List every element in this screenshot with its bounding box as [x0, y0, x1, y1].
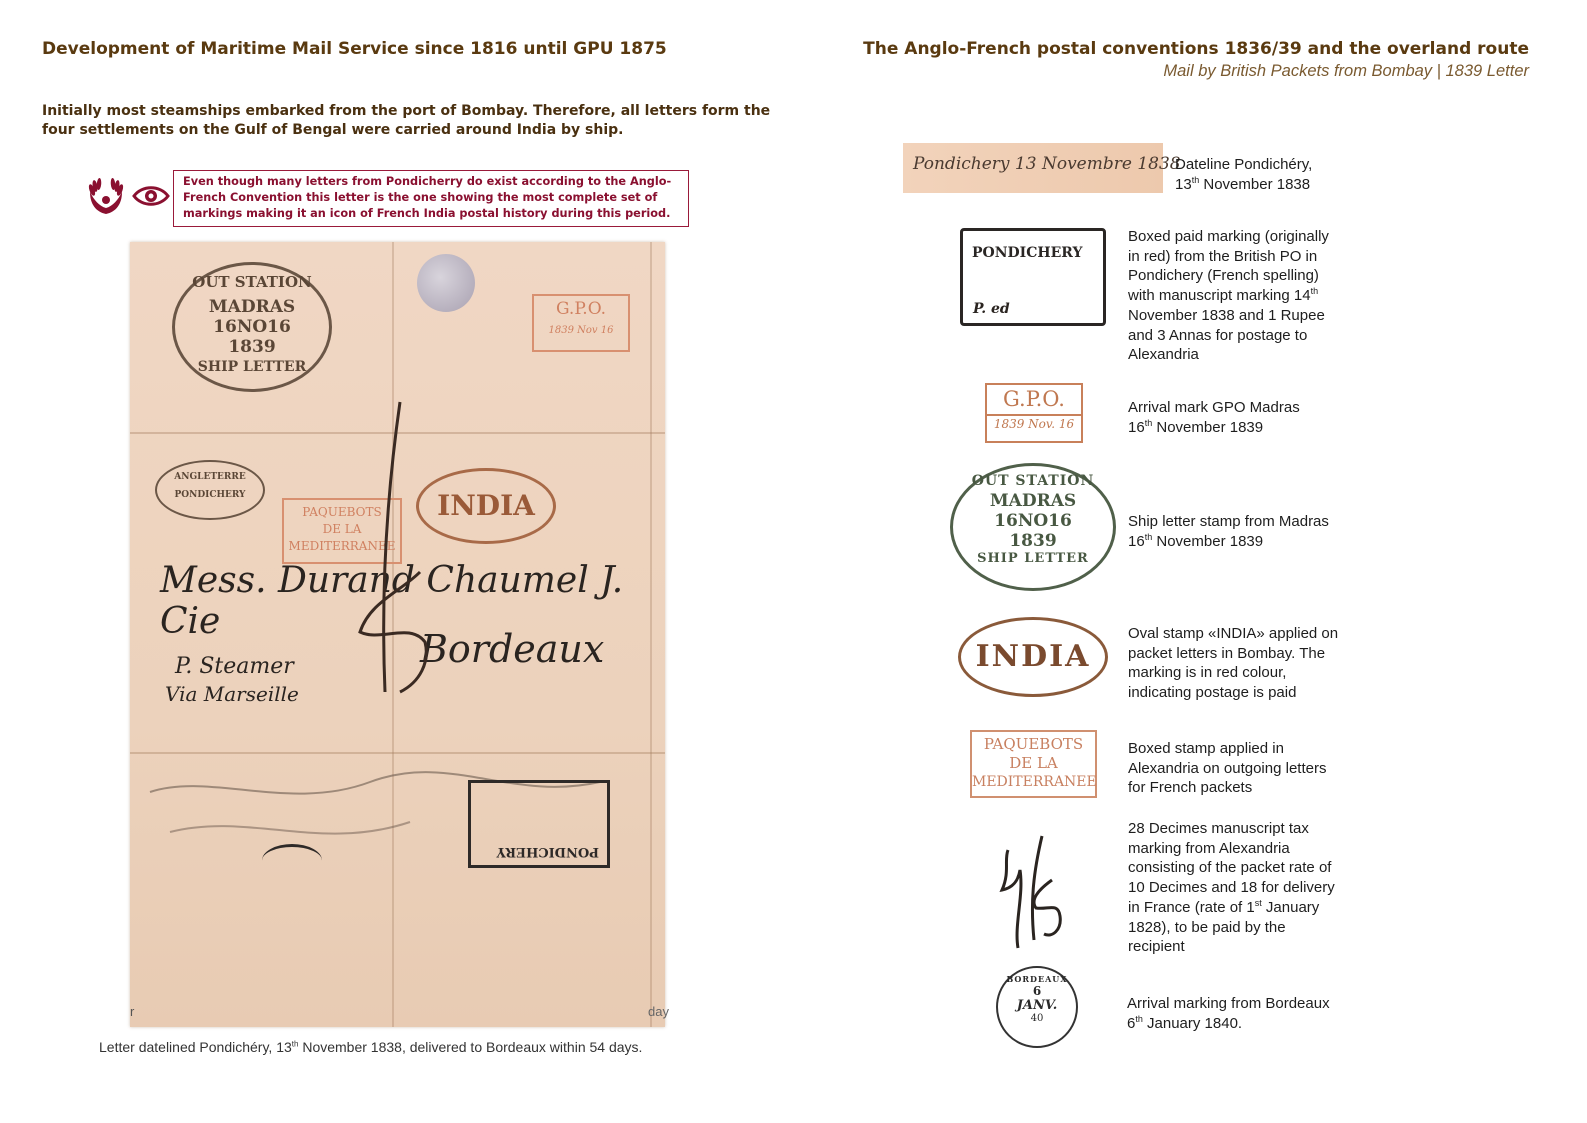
right-page-subtitle: Mail by British Packets from Bombay | 1839 Letter: [1163, 62, 1529, 80]
left-page-title: Development of Maritime Mail Service since 1816 until GPU 1875: [42, 39, 667, 59]
address-line-3: P. Steamer: [175, 654, 294, 679]
bordeaux-postmark: [262, 844, 322, 877]
paquebots-mediterranee-stamp: PAQUEBOTS DE LA MEDITERRANEE: [970, 730, 1097, 798]
item-gpo-desc: Arrival mark GPO Madras 16th November 1839: [1128, 399, 1300, 436]
bordeaux-arrival-postmark: BORDEAUX 6 JANV. 40: [996, 966, 1078, 1048]
ship-letter-oval-stamp: OUT STATION MADRAS 16NO16 1839 SHIP LETTER: [172, 262, 332, 392]
address-line-4: Via Marseille: [165, 682, 299, 706]
note-line-3: markings making it an icon of French India postal history during this period.: [183, 207, 671, 220]
pondichery-box-stamp-inverted: PONDICHERY: [468, 780, 610, 868]
ship-letter-madras-stamp: OUT STATION MADRAS 16NO16 1839 SHIP LETTER: [950, 463, 1116, 591]
edge-text-left: r: [130, 1004, 135, 1019]
letter-cover-image: [130, 242, 665, 1027]
india-oval-stamp: INDIA: [416, 468, 556, 544]
letter-caption: Letter datelined Pondichéry, 13th November 1838, delivered to Bordeaux within 54 days.: [99, 1039, 643, 1055]
item-ship-letter-desc: Ship letter stamp from Madras 16th November 1839: [1128, 513, 1329, 550]
item-india-desc: Oval stamp «INDIA» applied on packet letters in Bombay. The marking is in red colour, indicating postage is paid: [1128, 625, 1339, 702]
item-dateline-desc: Dateline Pondichéry, 13th November 1838: [1175, 156, 1313, 193]
right-page-title: The Anglo-French postal conventions 1836/39 and the overland route: [863, 39, 1529, 59]
tax-marking-strokes: [330, 392, 450, 712]
wax-seal: [417, 254, 475, 312]
dateline-excerpt: Pondichery 13 Novembre 1838: [903, 143, 1163, 193]
item-bordeaux-desc: Arrival marking from Bordeaux 6th January 1840.: [1127, 995, 1330, 1032]
edge-text-right: day: [648, 1004, 669, 1019]
item-paquebots-desc: Boxed stamp applied in Alexandria on outgoing letters for French packets: [1128, 740, 1327, 797]
gpo-red-stamp: G.P.O. 1839 Nov 16: [532, 294, 630, 352]
intro-text: [42, 102, 770, 140]
item-28-desc: 28 Decimes manuscript tax marking from Alexandria consisting of the packet rate of 10 Decimes and 18 for delivery in France (rate of 1st January 1828), to be paid by the recipient: [1128, 820, 1335, 956]
intro-line-2: four settlements on the Gulf of Bengal were carried around India by ship.: [42, 122, 624, 138]
gpo-madras-stamp: G.P.O. 1839 Nov. 16: [985, 383, 1083, 443]
item-pondichery-desc: Boxed paid marking (originally in red) from the British PO in Pondichery (French spelling) with manuscript marking 14th November 1838 and 1 Rupee and 3 Annas for postage to Alexandria: [1128, 228, 1329, 364]
note-line-1: Even though many letters from Pondicherry do exist according to the Anglo-: [183, 175, 672, 188]
pondichery-paid-box-stamp: PONDICHERY P. ed: [960, 228, 1106, 326]
note-line-2: French Convention this letter is the one showing the most complete set of: [183, 191, 658, 204]
manuscript-28-tax-marking: [990, 830, 1070, 950]
laurel-icon: [86, 178, 126, 216]
eye-icon: [132, 184, 170, 208]
india-oval-stamp-sample: INDIA: [958, 617, 1108, 697]
paquebots-red-stamp: PAQUEBOTS DE LA MEDITERRANEE: [282, 498, 402, 564]
address-line-2: Bordeaux: [420, 627, 605, 671]
intro-line-1: Initially most steamships embarked from the port of Bombay. Therefore, all letters form the: [42, 103, 771, 119]
address-line-1: Mess. Durand Chaumel J. Cie: [160, 560, 624, 642]
highlight-note: [173, 170, 689, 227]
angleterre-oval-stamp: ANGLETERRE PONDICHERY: [155, 460, 265, 520]
